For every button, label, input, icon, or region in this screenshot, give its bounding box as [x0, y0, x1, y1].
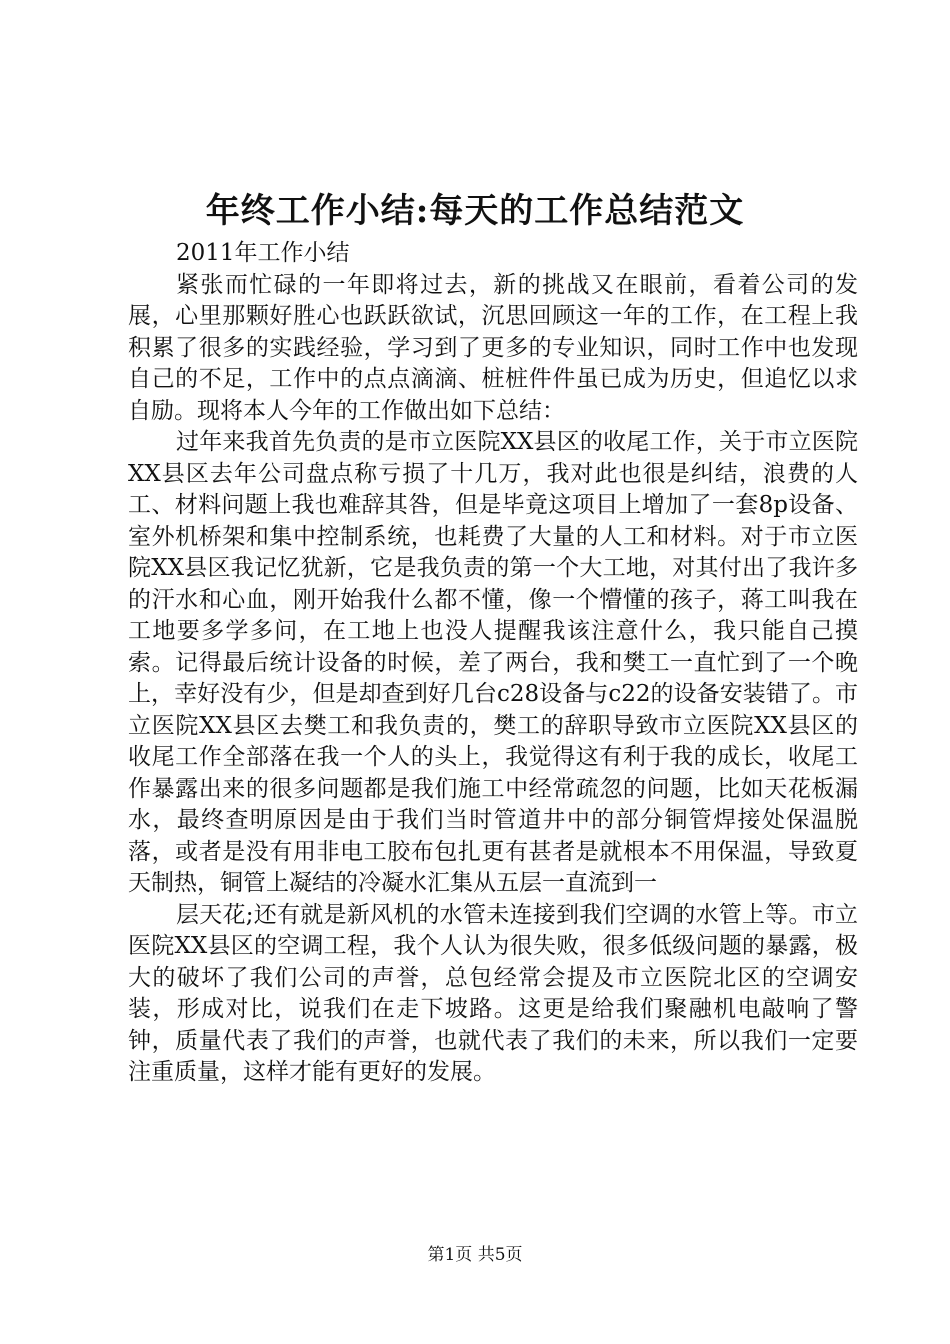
document-title: 年终工作小结:每天的工作总结范文: [205, 191, 745, 231]
body-paragraph: 紧张而忙碌的一年即将过去，新的挑战又在眼前，看着公司的发展，心里那颗好胜心也跃跃欲试，沉思回顾这一年的工作，在工程上我积累了很多的实践经验，学习到了更多的专业知识，同时工作中也发现自己的不足，工作中的点点滴滴、桩桩件件虽已成为历史，但追忆以求自励。现将本人今年的工作做出如下总结：: [128, 271, 858, 424]
section-heading: 2011年工作小结: [176, 240, 350, 266]
document-body: [128, 238, 858, 1089]
body-paragraph: 层天花;还有就是新风机的水管未连接到我们空调的水管上等。市立医院XX县区的空调工程，我个人认为很失败，很多低级问题的暴露，极大的破坏了我们公司的声誉，总包经常会提及市立医院北区的空调安装，形成对比，说我们在走下坡路。这更是给我们聚融机电敲响了警钟，质量代表了我们的声誉，也就代表了我们的未来，所以我们一定要注重质量，这样才能有更好的发展。: [128, 901, 858, 1085]
body-paragraph: 过年来我首先负责的是市立医院XX县区的收尾工作，关于市立医院XX县区去年公司盘点称亏损了十几万，我对此也很是纠结，浪费的人工、材料问题上我也难辞其咎，但是毕竟这项目上增加了一套8p设备、室外机桥架和集中控制系统，也耗费了大量的人工和材料。对于市立医院XX县区我记忆犹新，它是我负责的第一个大工地，对其付出了我许多的汗水和心血，刚开始我什么都不懂，像一个懵懂的孩子，蒋工叫我在工地要多学多问，在工地上也没人提醒我该注意什么，我只能自己摸索。记得最后统计设备的时候，差了两台，我和樊工一直忙到了一个晚上，幸好没有少，但是却查到好几台c28设备与c22的设备安装错了。市立医院XX县区去樊工和我负责的，樊工的辞职导致市立医院XX县区的收尾工作全部落在我一个人的头上，我觉得这有利于我的成长，收尾工作暴露出来的很多问题都是我们施工中经常疏忽的问题，比如天花板漏水，最终查明原因是由于我们当时管道井中的部分铜管焊接处保温脱落，或者是没有用非电工胶布包扎更有甚者是就根本不用保温，导致夏天制热，铜管上凝结的冷凝水汇集从五层一直流到一: [128, 429, 858, 896]
page-number-footer: 第1页 共5页: [427, 1245, 523, 1265]
